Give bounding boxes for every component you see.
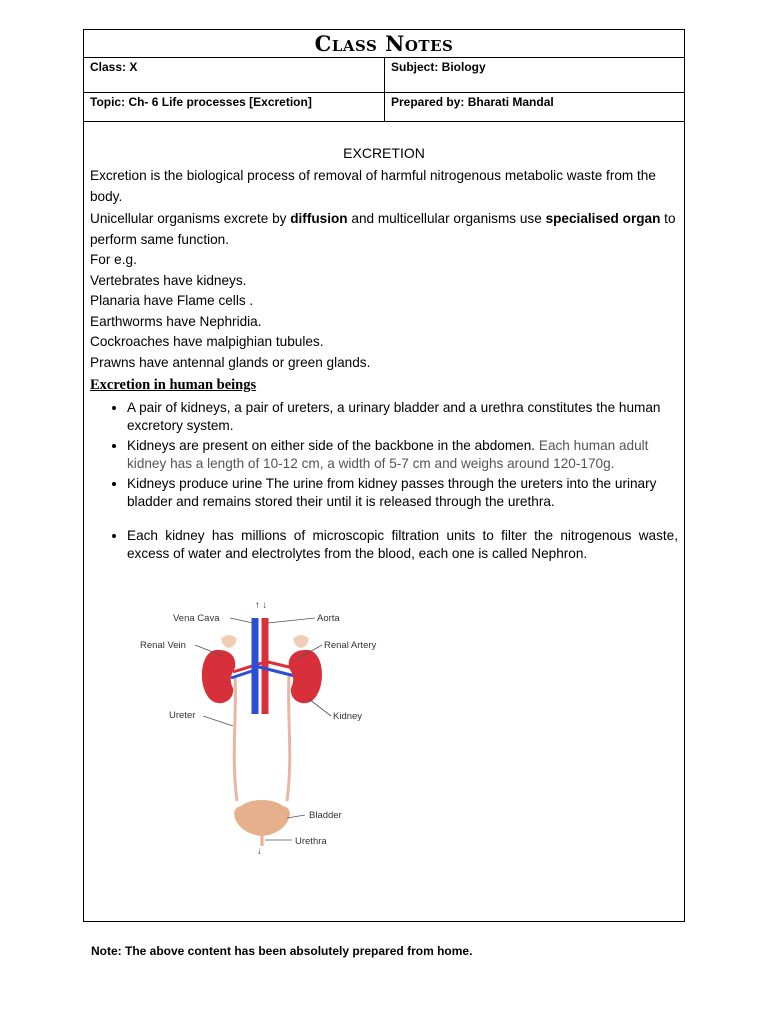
flow-arrows-label: ↑ ↓	[255, 600, 268, 611]
bullet-item	[127, 437, 678, 472]
bullet-list	[90, 399, 678, 562]
example-line: Vertebrates have kidneys.	[90, 272, 247, 288]
page-title: Class Notes	[84, 30, 684, 58]
subsection-heading: Excretion in human beings	[90, 377, 257, 393]
example-line: Prawns have antennal glands or green glands.	[90, 354, 371, 370]
kidney-label: Kidney	[333, 711, 363, 722]
leader-line	[287, 815, 305, 818]
urethra-label: Urethra	[295, 836, 327, 847]
leader-line	[268, 618, 315, 623]
topic-field: Topic: Ch- 6 Life processes [Excretion]	[84, 93, 385, 121]
adrenal-gland-right	[293, 635, 309, 648]
meta-row-topic-author	[84, 93, 684, 122]
for-example-line: For e.g.	[90, 252, 137, 267]
section-heading: EXCRETION	[343, 145, 425, 161]
diffusion-term: diffusion	[290, 211, 348, 226]
uni-text-1: Unicellular organisms excrete by	[90, 211, 291, 226]
bullet-item: • Kidneys produce urine The urine from kidney passes through the ureters into the urinary bladder and remains stored their until it is released through the urethra.	[127, 475, 678, 510]
class-field: Class: X	[84, 58, 385, 92]
renal-vein-label: Renal Vein	[140, 640, 186, 651]
leader-line	[203, 716, 233, 726]
leader-line	[230, 618, 253, 623]
specialised-organ-term: specialised organ	[545, 211, 661, 226]
urinary-bladder	[234, 800, 290, 836]
example-line: Earthworms have Nephridia.	[90, 313, 262, 329]
subject-field: Subject: Biology	[391, 60, 486, 74]
example-line: Planaria have Flame cells .	[90, 293, 254, 308]
bladder-label: Bladder	[309, 810, 342, 821]
adrenal-gland-left	[221, 635, 237, 648]
kidney-right	[289, 650, 322, 703]
bullet-item: • Each kidney has millions of microscopic filtration units to filter the nitrogenous waste, excess of water and electrolytes from the blood, each one is called Nephron.	[127, 527, 678, 562]
ureter-label: Ureter	[169, 710, 196, 721]
leader-line	[309, 699, 331, 716]
excretory-system-diagram	[137, 596, 387, 854]
uni-text-2: and multicellular organisms use	[347, 211, 546, 226]
ureter-left	[234, 676, 237, 801]
kidney-left	[202, 650, 235, 703]
uni-text-3: to perform same function.	[90, 211, 676, 247]
bullet-text-grey: Each human adult kidney has a length of 10-12 cm, a width of 5-7 cm and weighs around 120-170g.	[127, 438, 649, 471]
vena-cava-label: Vena Cava	[173, 613, 220, 624]
bullet-item: • A pair of kidneys, a pair of ureters, a urinary bladder and a urethra constitutes the human excretory system.	[127, 399, 678, 434]
ureter-right	[287, 676, 290, 801]
renal-artery-label: Renal Artery	[324, 640, 377, 651]
unicellular-paragraph	[90, 209, 678, 250]
bullet-text: Kidneys are present on either side of the backbone in the abdomen.	[127, 438, 539, 453]
prepared-by-field: Prepared by: Bharati Mandal	[391, 95, 554, 109]
example-line: Cockroaches have malpighian tubules.	[90, 334, 324, 349]
down-arrow-label: ↓	[257, 846, 262, 854]
meta-row-class-subject	[84, 58, 684, 93]
intro-paragraph: Excretion is the biological process of removal of harmful nitrogenous metabolic waste from the body.	[90, 168, 656, 204]
notes-content	[84, 143, 684, 562]
footer-note: Note: The above content has been absolutely prepared from home.	[91, 944, 473, 958]
aorta-label: Aorta	[317, 613, 340, 624]
